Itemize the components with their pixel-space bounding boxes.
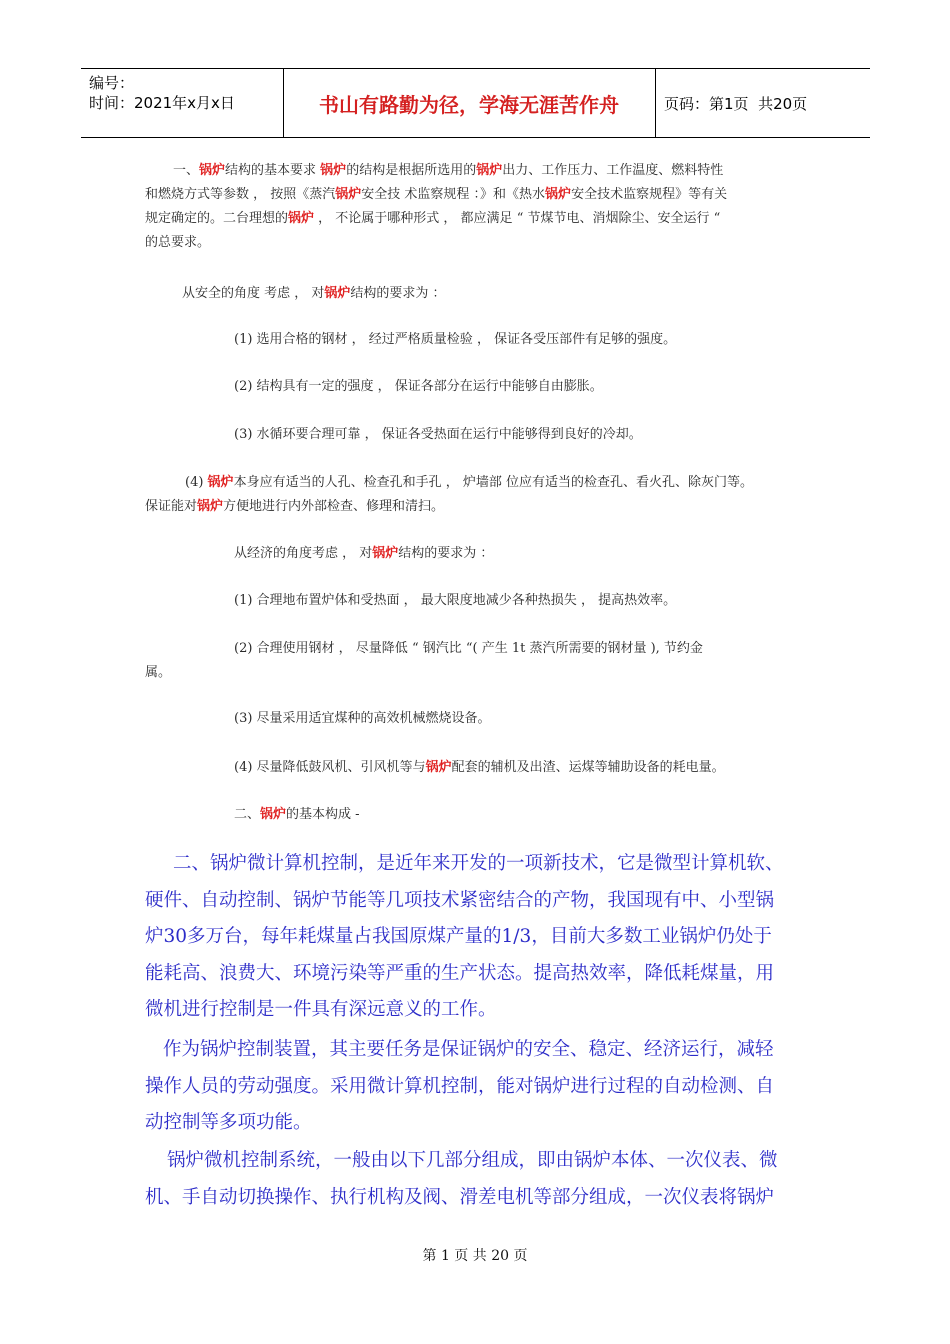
list-item: (3) 水循环要合理可靠 ， 保证各受热面在运行中能够得到良好的冷却。 [234, 427, 642, 442]
list-item: (4) 锅炉本身应有适当的人孔、检查孔和手孔 ， 炉墙部 位应有适当的检查孔、看火孔、除灰门等。 保证能对锅炉方便地进行内外部检查、修理和清扫。 [145, 475, 753, 514]
time-line: 时间：2021年x月x日 [89, 94, 235, 112]
page-info: 页码：第1页 共20页 [664, 95, 808, 113]
section2-heading: 二、锅炉的基本构成 - [234, 807, 360, 822]
list-item: (2) 结构具有一定的强度 ， 保证各部分在运行中能够自由膨胀。 [234, 379, 603, 394]
paragraph-boiler-requirements [145, 159, 815, 255]
number-label: 编号： [89, 74, 135, 92]
list-item: (3) 尽量采用适宜煤种的高效机械燃烧设备。 [234, 711, 491, 726]
paragraph-control-system: 锅炉微机控制系统，一般由以下几部分组成，即由锅炉本体、一次仪表、微 机、手自动切换操作、执行机构及阀、滑差电机等部分组成，一次仪表将锅炉 [145, 1150, 778, 1208]
list-item: (1) 选用合格的钢材 ， 经过严格质量检验 ， 保证各受压部件有足够的强度。 [234, 332, 677, 347]
list-item: (1) 合理地布置炉体和受热面 ， 最大限度地减少各种热损失 ， 提高热效率。 [234, 593, 677, 608]
paragraph-control-device: 作为锅炉控制装置，其主要任务是保证锅炉的安全、稳定、经济运行，减轻 操作人员的劳动强度。采用微计算机控制，能对锅炉进行过程的自动检测、自 动控制等多项功能。 [145, 1039, 775, 1133]
list-item: (2) 合理使用钢材 ， 尽量降低 “ 钢汽比 “( 产生 1t 蒸汽所需要的钢材量 ), 节约金 属。 [145, 641, 703, 680]
page-footer: 第 1 页 共 20 页 [422, 1248, 528, 1264]
paragraph-microcomputer-control: 二、锅炉微计算机控制，是近年来开发的一项新技术，它是微型计算机软、 硬件、自动控制、锅炉节能等几项技术紧密结合的产物，我国现有中、小型锅 炉30多万台，每年耗煤量占我国原煤产量的1/3，目前大多数工业锅炉仍处于 能耗高、浪费大、环境污染等严重的生产状态。提高热效率，降低耗煤量，用 微机进行控制是一件具有深远意义的工作。 [145, 853, 784, 1020]
economy-heading: 从经济的角度考虑 ， 对锅炉结构的要求为 ： [234, 546, 494, 561]
text-line: 规定确定的。二台理想的锅炉 ， 不论属于哪种形式 ， 都应满足 “ 节煤节电、消烟除尘、安全运行 “ [145, 211, 721, 226]
header-divider [655, 69, 656, 137]
text-line: 的总要求。 [145, 235, 211, 250]
document-header [81, 68, 870, 138]
text-line: 和燃烧方式等参数 ， 按照《蒸汽锅炉安全技 术监察规程 ：》和《热水锅炉安全技术监察规程》等有关 [145, 187, 728, 202]
motto: 书山有路勤为径，学海无涯苦作舟 [319, 92, 619, 117]
text-line: 一、锅炉结构的基本要求 锅炉的结构是根据所选用的锅炉出力、工作压力、工作温度、燃料特性 [173, 163, 724, 178]
list-item: (4) 尽量降低鼓风机、引风机等与锅炉配套的辅机及出渣、运煤等辅助设备的耗电量。 [234, 760, 725, 775]
header-meta [89, 73, 235, 113]
safety-heading: 从安全的角度 考虑 ， 对锅炉结构的要求为 ： [182, 286, 446, 301]
